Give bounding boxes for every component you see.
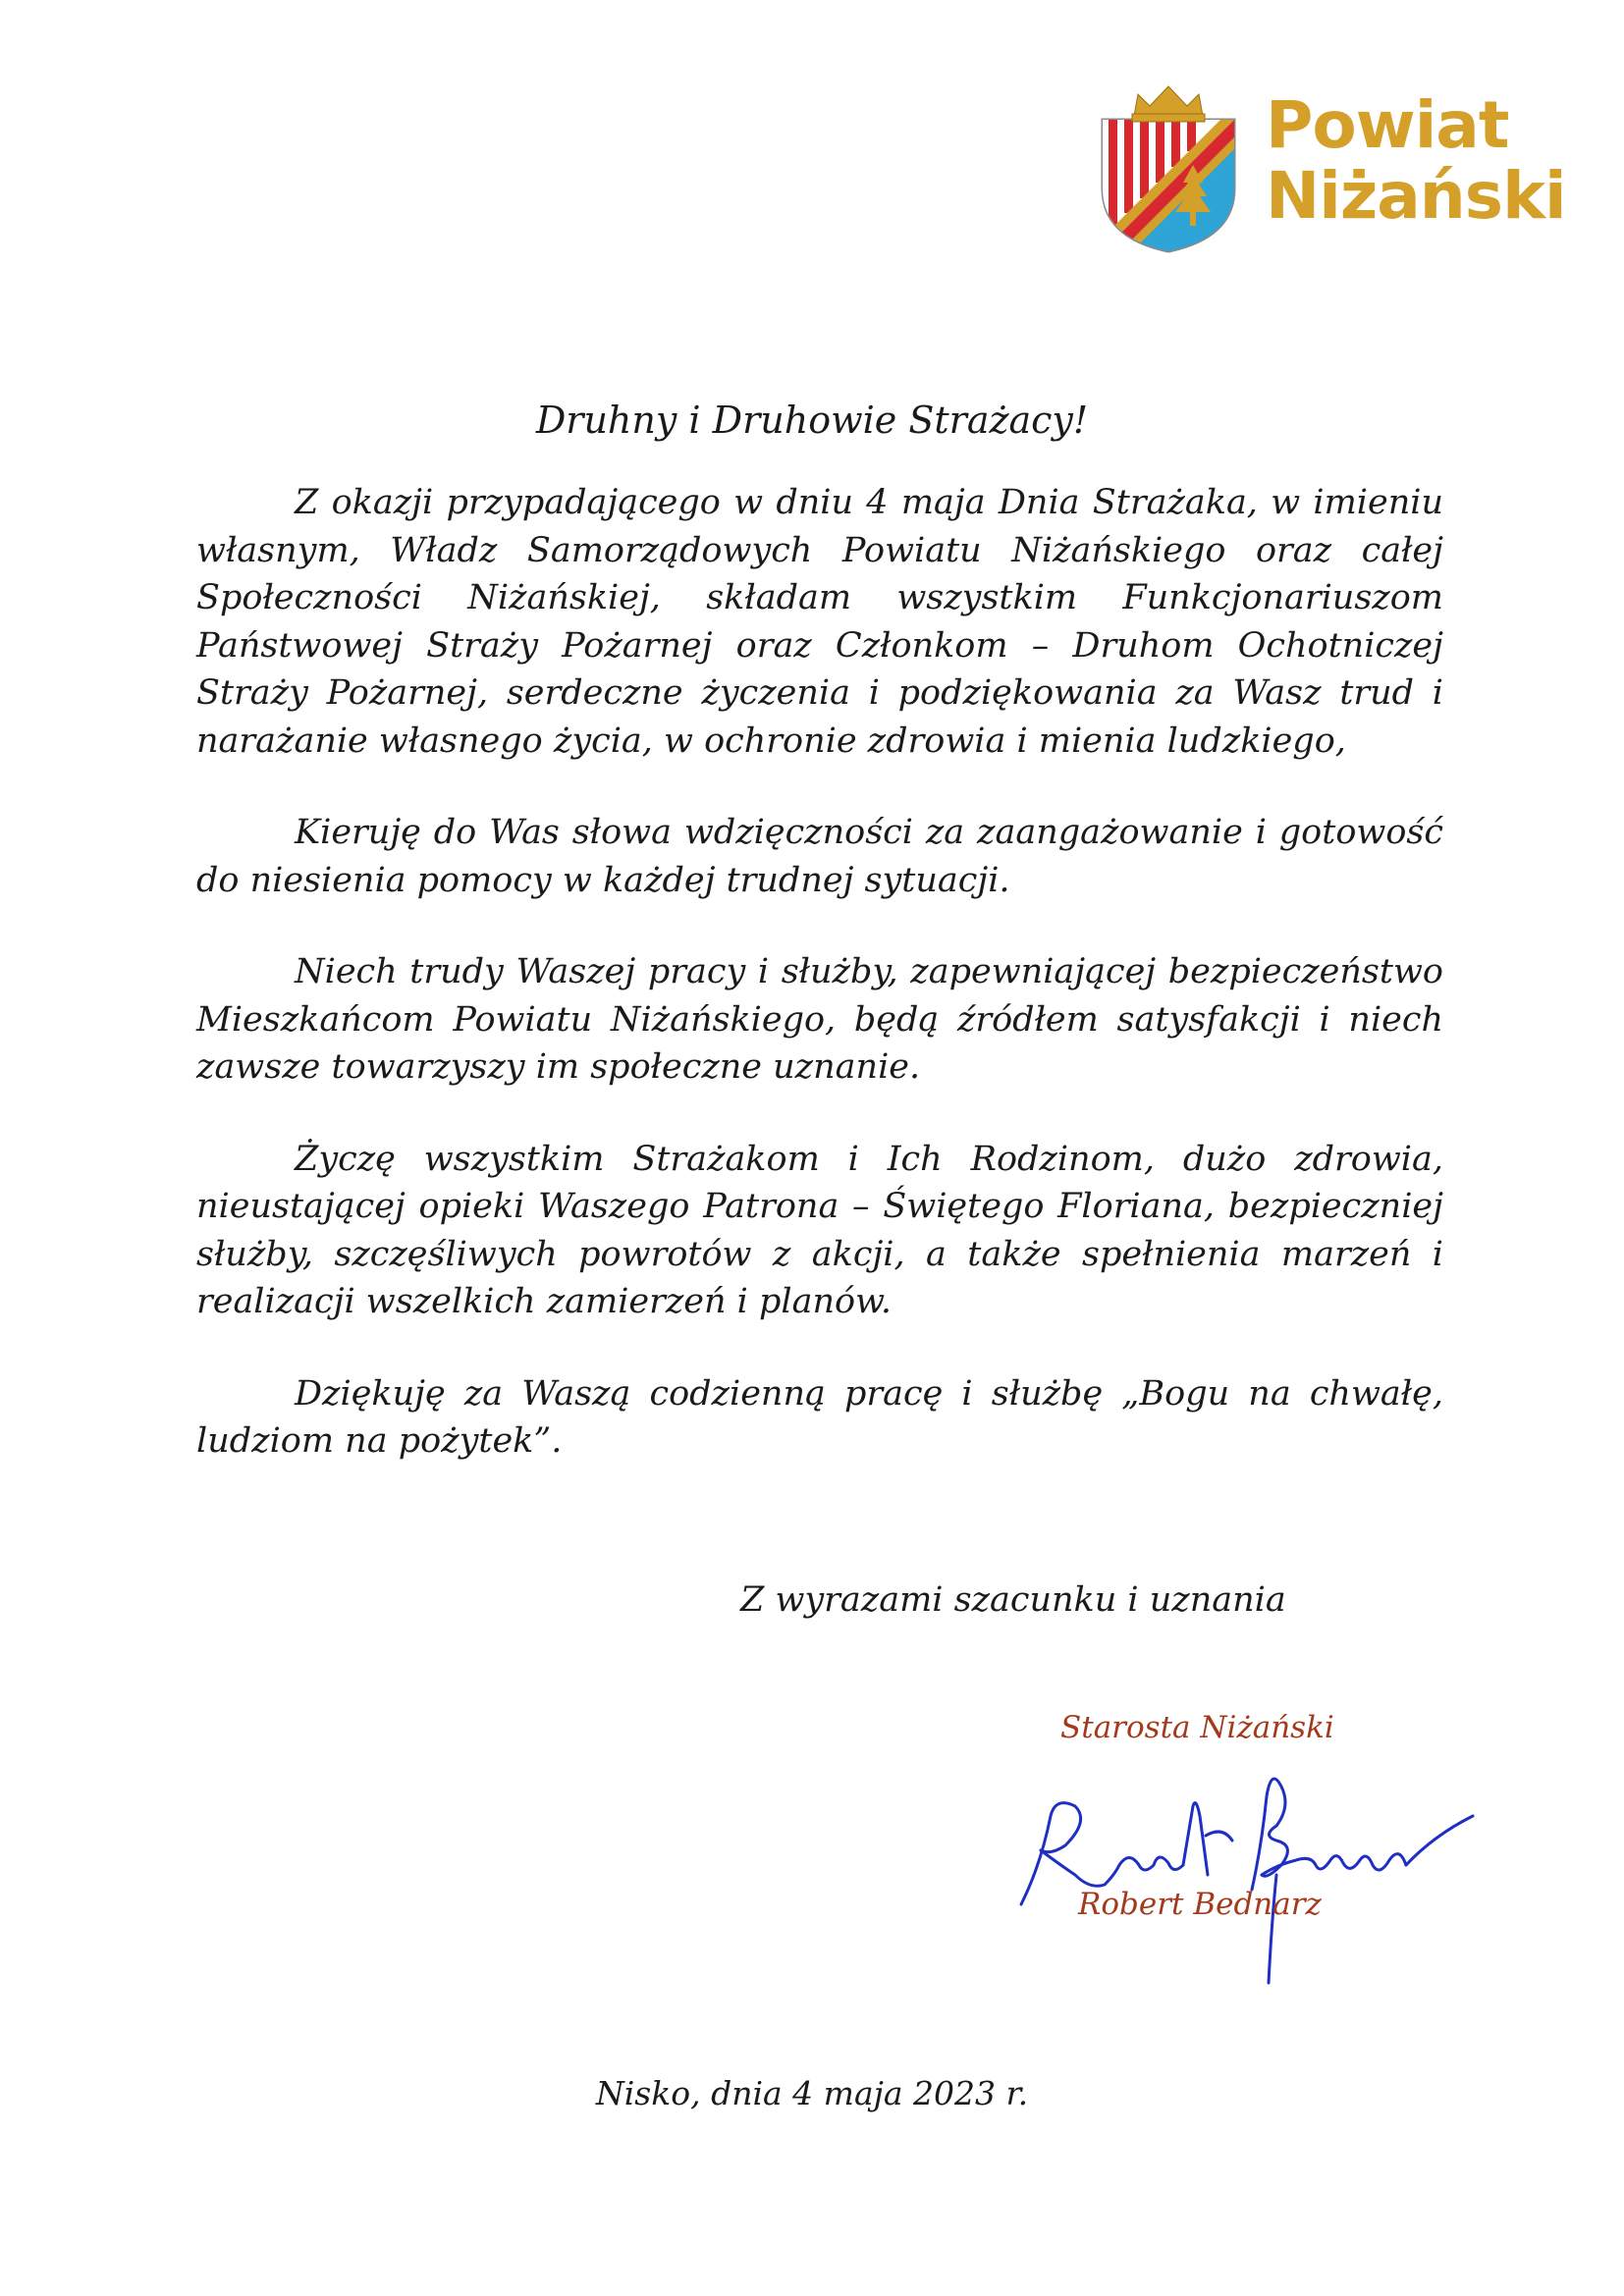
paragraph-3: Niech trudy Waszej pracy i służby, zapewniającej bezpieczeństwo Mieszkańcom Powiatu Niżańskiego, będą źródłem satysfakcji i niech zawsze towarzyszy im społeczne uznanie.: [196, 952, 1443, 1087]
signature-block: [982, 1708, 1492, 2002]
place-date: Nisko, dnia 4 maja 2023 r.: [595, 2074, 1029, 2112]
logo-line-1: Powiat: [1266, 87, 1509, 163]
handwritten-signature: [982, 1728, 1492, 1993]
letter-body: [196, 479, 1443, 1510]
closing-line: Z wyrazami szacunku i uznania: [740, 1580, 1286, 1620]
coat-of-arms-icon: [1095, 80, 1242, 253]
signatory-name: Robert Bednarz: [1078, 1887, 1322, 1922]
header-logo: [1095, 80, 1566, 257]
letter-title: Druhny i Druhowie Strażacy!: [535, 399, 1089, 442]
paragraph-1: Z okazji przypadającego w dniu 4 maja Dnia Strażaka, w imieniu własnym, Władz Samorządowych Powiatu Niżańskiego oraz całej Społeczności Niżańskiej, składam wszystkim Funkcjonariuszom Państwowej Straży Pożarnej oraz Członkom – Druhom Ochotniczej Straży Pożarnej, serdeczne życzenia i podziękowania za Wasz trud i narażanie własnego życia, w ochronie zdrowia i mienia ludzkiego,: [196, 483, 1443, 761]
logo-wordmark: [1266, 87, 1566, 234]
paragraph-2: Kieruję do Was słowa wdzięczności za zaangażowanie i gotowość do niesienia pomocy w każdej trudnej sytuacji.: [196, 813, 1443, 900]
signatory-title: Starosta Niżański: [1060, 1710, 1334, 1745]
paragraph-5: Dziękuję za Waszą codzienną pracę i służbę „Bogu na chwałę, ludziom na pożytek”.: [196, 1373, 1443, 1461]
logo-line-2: Niżański: [1266, 158, 1566, 234]
paragraph-4: Życzę wszystkim Strażakom i Ich Rodzinom, dużo zdrowia, nieustającej opieki Waszego Patrona – Świętego Floriana, bezpieczniej służby, szczęśliwych powrotów z akcji, a także spełnienia marzeń i realizacji wszelkich zamierzeń i planów.: [196, 1139, 1443, 1321]
